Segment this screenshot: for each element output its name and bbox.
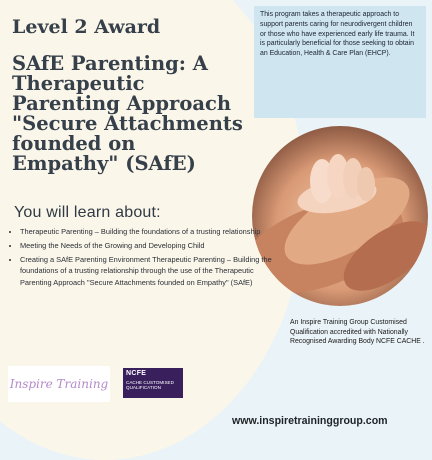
award-level: Level 2 Award — [12, 16, 161, 38]
course-title: SAfE Parenting: A Therapeutic Parenting Approach "Secure Attachments founded on Empathy" (SAfE) — [12, 52, 243, 175]
inspire-logo-text: Inspire Training — [9, 377, 109, 391]
learn-heading: You will learn about: — [14, 204, 161, 221]
intro-text: This program takes a therapeutic approach to support parents caring for neurodivergent children or those who have experienced early life trauma. It is particularly beneficial for those seeking to obtain an Education, Health & Care Plan (EHCP). — [260, 11, 415, 58]
list-item: • Meeting the Needs of the Growing and Developing Child — [20, 240, 282, 252]
learning-list — [6, 226, 282, 291]
accreditation-text: An Inspire Training Group Customised Qualification accredited with Nationally Recognised Awarding Body NCFE CACHE . — [290, 319, 425, 346]
list-item: • Creating a SAfE Parenting Environment Therapeutic Parenting – Building the foundations of a trusting relationship through the use of the Therapeutic Parenting Approach "Secure Attachments founded on Empathy" (SAfE) — [20, 254, 282, 289]
inspire-training-logo — [8, 366, 110, 402]
ncfe-logo-subtitle: CACHE CUSTOMISED QUALIFICATION — [126, 380, 174, 391]
list-item: • Therapeutic Parenting – Building the foundations of a trusting relationship — [20, 226, 282, 238]
ncfe-logo-title: NCFE — [126, 370, 147, 377]
intro-text-box — [254, 6, 426, 118]
ncfe-cache-logo — [123, 368, 183, 398]
website-link[interactable]: www.inspiretraininggroup.com — [232, 415, 388, 427]
